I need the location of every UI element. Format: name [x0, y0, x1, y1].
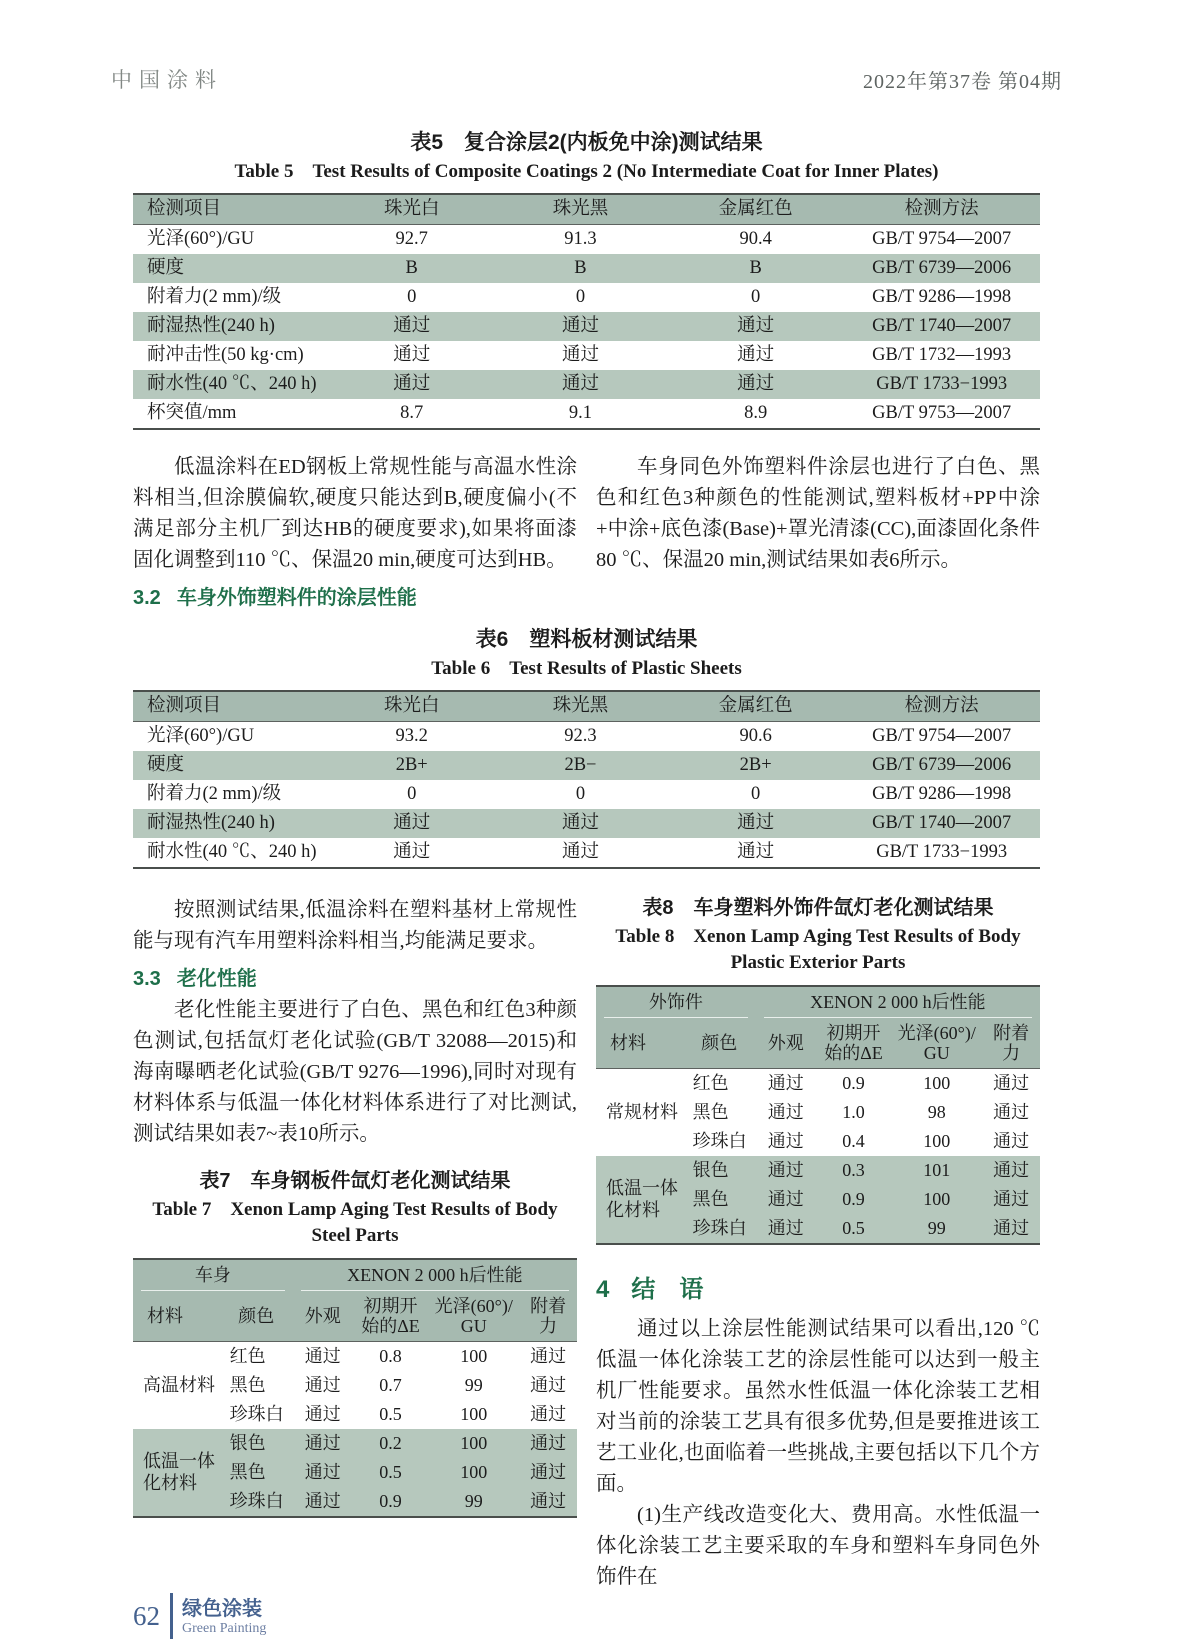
table-cell: 通过 — [304, 1404, 341, 1425]
footer-divider-bar — [170, 1593, 173, 1639]
table-cell: 100 — [460, 1346, 488, 1367]
table-row — [596, 1156, 1040, 1185]
table-cell: 0.7 — [379, 1375, 402, 1396]
column-header: 外观 — [756, 1018, 816, 1069]
column-header: 外观 — [293, 1291, 353, 1342]
table-cell: 通过 — [393, 373, 431, 394]
table-cell: 耐水性(40 ℃、240 h) — [147, 841, 317, 862]
table-cell: 通过 — [993, 1073, 1030, 1094]
table-cell: B — [405, 257, 418, 278]
column-header: 金属红色 — [668, 194, 843, 225]
table-cell: 99 — [891, 1214, 982, 1244]
material-cell: 高温材料 — [143, 1374, 215, 1395]
table-cell: 红色 — [229, 1346, 266, 1367]
two-column-block-a — [133, 452, 1040, 614]
table-cell: 通过 — [737, 373, 775, 394]
footer-column-title — [182, 1597, 266, 1636]
journal-title: 中国涂料 — [111, 69, 223, 92]
table8-titles — [596, 895, 1040, 975]
table5 — [133, 193, 1040, 430]
table-cell: 珍珠白 — [683, 1214, 756, 1244]
table-cell: 通过 — [982, 1185, 1040, 1214]
table-cell: 0 — [575, 783, 586, 804]
table-cell: 0 — [751, 783, 761, 804]
table-cell: 珍珠白 — [229, 1404, 284, 1425]
paragraph: (1)生产线改造变化大、费用高。水性低温一体化涂装工艺主要采取的车身和塑料车身同色外饰件在 — [596, 1504, 1040, 1589]
column-header: 检测项目 — [133, 691, 331, 722]
column-header: 检测项目 — [133, 194, 331, 225]
table-row — [133, 838, 1040, 868]
table-cell: 通过 — [561, 841, 599, 862]
table-cell: 98 — [927, 1102, 946, 1123]
table8-title-en: Table 8 Xenon Lamp Aging Test Results of Body Plastic Exterior Parts — [615, 925, 1021, 973]
table-cell: 100 — [923, 1131, 951, 1152]
column-header: 初期开始的ΔE — [353, 1291, 428, 1342]
column-header: 珠光白 — [331, 194, 493, 225]
table-cell: 通过 — [756, 1156, 816, 1185]
table-cell: GB/T 6739—2006 — [872, 754, 1012, 775]
table-cell: 通过 — [393, 812, 431, 833]
table-cell: 100 — [923, 1073, 951, 1094]
table-cell: 通过 — [530, 1404, 567, 1425]
page-number: 62 — [133, 1600, 160, 1631]
table-row — [133, 341, 1040, 370]
table-cell: 通过 — [737, 812, 775, 833]
sub-header-row — [596, 1018, 1040, 1069]
left-column-a — [133, 452, 577, 614]
table-cell: B — [749, 257, 762, 278]
table-cell: 101 — [891, 1156, 982, 1185]
table-cell: 91.3 — [564, 228, 597, 249]
column-header: 材料 — [133, 1291, 220, 1342]
table-cell: GB/T 9754—2007 — [872, 725, 1012, 746]
table-row — [133, 312, 1040, 341]
table6-title-en: Table 6 Test Results of Plastic Sheets — [431, 658, 742, 680]
table-cell: 2B+ — [739, 754, 772, 775]
table-cell: 通过 — [530, 1375, 567, 1396]
table-cell: 光泽(60°)/GU — [147, 725, 255, 746]
table-cell: GB/T 1740—2007 — [872, 812, 1012, 833]
section-title: 车身外饰塑料件的涂层性能 — [176, 586, 417, 609]
table-cell: B — [574, 257, 587, 278]
paragraph: 通过以上涂层性能测试结果可以看出,120 ℃低温一体化涂装工艺的涂层性能可以达到一般主机厂性能要求。虽然水性低温一体化涂装工艺相对当前的涂装工艺具有很多优势,但是要推进该工艺工业化,也面临着一些挑战,主要包括以下几个方面。 — [596, 1318, 1040, 1496]
table6-title-cn: 表6 塑料板材测试结果 — [475, 627, 698, 651]
column-header: 检测方法 — [843, 194, 1040, 225]
table-cell: 0.3 — [816, 1156, 891, 1185]
table5-section — [133, 129, 1040, 430]
table7-titles — [133, 1168, 577, 1248]
table-cell: GB/T 9753—2007 — [872, 402, 1012, 423]
table-cell: 附着力(2 mm)/级 — [147, 286, 282, 307]
table-cell: 0 — [407, 783, 417, 804]
table6-section — [133, 626, 1040, 869]
table-cell: 2B+ — [395, 754, 428, 775]
table-cell: 通过 — [393, 315, 431, 336]
table-cell: 通过 — [561, 373, 599, 394]
table-cell: 0.8 — [379, 1346, 402, 1367]
table-row — [133, 780, 1040, 809]
column-header: 金属红色 — [668, 691, 843, 722]
material-cell: 低温一体化材料 — [596, 1156, 683, 1244]
table-cell: 通过 — [737, 841, 775, 862]
table-cell: 90.4 — [739, 228, 772, 249]
table-cell: 通过 — [393, 344, 431, 365]
table-cell: 银色 — [683, 1156, 756, 1185]
table-cell: 通过 — [519, 1487, 577, 1517]
table-cell: 通过 — [982, 1156, 1040, 1185]
table-cell: 0.9 — [816, 1185, 891, 1214]
group-header: XENON 2 000 h后性能 — [293, 1259, 577, 1291]
table-cell: 附着力(2 mm)/级 — [147, 783, 282, 804]
table-cell: 黑色 — [683, 1185, 756, 1214]
table-cell: 耐湿热性(240 h) — [147, 315, 275, 336]
table-row — [133, 809, 1040, 838]
table-cell: 光泽(60°)/GU — [147, 228, 255, 249]
sub-header-row — [133, 1291, 577, 1342]
right-column-b — [596, 895, 1040, 1593]
table-cell: 92.7 — [395, 228, 428, 249]
column-header: 光泽(60°)/ GU — [891, 1018, 982, 1069]
table-cell: 耐湿热性(240 h) — [147, 812, 275, 833]
table-cell: 珍珠白 — [692, 1131, 747, 1152]
table-cell: GB/T 1740—2007 — [872, 315, 1012, 336]
column-header: 材料 — [596, 1018, 683, 1069]
table-cell: GB/T 1732—1993 — [872, 344, 1012, 365]
table-cell: 通过 — [530, 1346, 567, 1367]
table7 — [133, 1258, 577, 1518]
table-row — [133, 254, 1040, 283]
column-header: 颜色 — [220, 1291, 293, 1342]
table-cell: 8.7 — [400, 402, 424, 423]
table-cell: 通过 — [737, 315, 775, 336]
table8-title-cn: 表8 车身塑料外饰件氙灯老化测试结果 — [642, 896, 994, 919]
right-column-a — [596, 452, 1040, 614]
table-cell: 杯突值/mm — [147, 402, 237, 423]
group-header-row — [133, 1259, 577, 1291]
table-cell: GB/T 9286—1998 — [872, 783, 1012, 804]
group-header: XENON 2 000 h后性能 — [756, 986, 1040, 1018]
material-cell: 常规材料 — [606, 1101, 678, 1122]
table-cell: 0 — [751, 286, 761, 307]
table-cell: 99 — [428, 1487, 519, 1517]
table-cell: 0.9 — [353, 1487, 428, 1517]
table-cell: 硬度 — [147, 257, 185, 278]
table-cell: 通过 — [982, 1214, 1040, 1244]
table-cell: 0.5 — [353, 1458, 428, 1487]
table-cell: 银色 — [220, 1429, 293, 1458]
table-cell: 通过 — [304, 1375, 341, 1396]
group-header: 车身 — [133, 1259, 293, 1291]
table-cell: 通过 — [393, 841, 431, 862]
table-cell: 0 — [575, 286, 586, 307]
table-cell: 珍珠白 — [220, 1487, 293, 1517]
page-header — [111, 64, 1062, 94]
table-cell: 通过 — [561, 344, 599, 365]
table-cell: 通过 — [561, 812, 599, 833]
table-row — [133, 224, 1040, 254]
section-number: 3.3 — [133, 967, 161, 990]
column-header: 检测方法 — [843, 691, 1040, 722]
table-cell: GB/T 1733−1993 — [876, 373, 1008, 394]
table-row — [133, 283, 1040, 312]
table-cell: 2B− — [564, 754, 597, 775]
table-cell: 100 — [460, 1404, 488, 1425]
table-cell: 通过 — [293, 1458, 353, 1487]
table-cell: 通过 — [767, 1131, 804, 1152]
table-cell: 92.3 — [564, 725, 597, 746]
table-row — [596, 1069, 1040, 1099]
section-number: 4 — [596, 1276, 610, 1304]
table8 — [596, 985, 1040, 1245]
section-title: 老化性能 — [176, 967, 257, 990]
group-header-row — [596, 986, 1040, 1018]
column-header: 附着力 — [982, 1018, 1040, 1069]
table-row — [133, 399, 1040, 429]
table-row — [133, 721, 1040, 751]
table-cell: 93.2 — [395, 725, 428, 746]
table-cell: 99 — [464, 1375, 483, 1396]
table-cell: 耐水性(40 ℃、240 h) — [147, 373, 317, 394]
table-cell: 通过 — [993, 1131, 1030, 1152]
table-cell: 硬度 — [147, 754, 185, 775]
section-title: 结 语 — [631, 1276, 704, 1304]
paragraph: 车身同色外饰塑料件涂层也进行了白色、黑色和红色3种颜色的性能测试,塑料板材+PP中涂+中涂+底色漆(Base)+罩光清漆(CC),面漆固化条件80 ℃、保温20 min,测试结果如表6所示。 — [596, 455, 1040, 571]
section-heading-3-3 — [133, 962, 577, 991]
column-header: 附着力 — [519, 1291, 577, 1342]
table-cell: 黑色 — [692, 1102, 729, 1123]
table-cell: 通过 — [767, 1073, 804, 1094]
table-row — [133, 1429, 577, 1458]
table-cell: 1.0 — [842, 1102, 865, 1123]
section-heading-4 — [596, 1269, 1040, 1304]
table-header-row — [133, 691, 1040, 722]
material-cell: 低温一体化材料 — [133, 1429, 220, 1517]
table-row — [133, 1342, 577, 1372]
table-cell: 通过 — [756, 1214, 816, 1244]
table-cell: 通过 — [304, 1346, 341, 1367]
table-cell: 通过 — [993, 1102, 1030, 1123]
table-cell: 耐冲击性(50 kg·cm) — [147, 344, 304, 365]
table-cell: 0.9 — [842, 1073, 865, 1094]
column-header: 光泽(60°)/ GU — [428, 1291, 519, 1342]
table-cell: 红色 — [692, 1073, 729, 1094]
table-cell: 通过 — [293, 1429, 353, 1458]
table-cell: 100 — [428, 1458, 519, 1487]
paragraph: 按照测试结果,低温涂料在塑料基材上常规性能与现有汽车用塑料涂料相当,均能满足要求。 — [133, 898, 577, 952]
table-cell: GB/T 9754—2007 — [872, 228, 1012, 249]
paragraph: 老化性能主要进行了白色、黑色和红色3种颜色测试,包括氙灯老化试验(GB/T 32088—2015)和海南曝晒老化试验(GB/T 9276—1996),同时对现有材料体系与低温一体化材料体系进行了对比测试,测试结果如表7~表10所示。 — [133, 998, 577, 1145]
issue-info: 2022年第37卷 第04期 — [863, 71, 1062, 93]
column-header: 珠光黑 — [493, 194, 668, 225]
table-cell: 黑色 — [220, 1458, 293, 1487]
table-cell: 通过 — [519, 1458, 577, 1487]
section-number: 3.2 — [133, 586, 161, 609]
table-cell: 0.4 — [842, 1131, 865, 1152]
paragraph: 低温涂料在ED钢板上常规性能与高温水性涂料相当,但涂膜偏软,硬度只能达到B,硬度偏小(不满足部分主机厂到达HB的硬度要求),如果将面漆固化调整到110 ℃、保温20 min,硬度可达到HB。 — [133, 455, 577, 571]
footer-title-en: Green Painting — [182, 1620, 267, 1636]
table-cell: 0 — [407, 286, 417, 307]
table-header-row — [133, 194, 1040, 225]
table-cell: 0.2 — [353, 1429, 428, 1458]
column-header: 珠光白 — [331, 691, 493, 722]
table-cell: 100 — [428, 1429, 519, 1458]
table-cell: 90.6 — [739, 725, 772, 746]
column-header: 颜色 — [683, 1018, 756, 1069]
table-cell: 通过 — [293, 1487, 353, 1517]
table-cell: 通过 — [737, 344, 775, 365]
table-cell: 通过 — [519, 1429, 577, 1458]
column-header: 初期开始的ΔE — [816, 1018, 891, 1069]
two-column-block-b — [133, 895, 1040, 1593]
table-row — [133, 370, 1040, 399]
table-cell: GB/T 6739—2006 — [872, 257, 1012, 278]
table-cell: 通过 — [756, 1185, 816, 1214]
table5-title-cn: 表5 复合涂层2(内板免中涂)测试结果 — [410, 131, 763, 154]
table-cell: 0.5 — [379, 1404, 402, 1425]
table-cell: GB/T 9286—1998 — [872, 286, 1012, 307]
section-heading-3-2 — [133, 581, 577, 610]
table-cell: 黑色 — [229, 1375, 266, 1396]
left-column-b — [133, 895, 577, 1593]
table-cell: 100 — [891, 1185, 982, 1214]
table-cell: 0.5 — [816, 1214, 891, 1244]
group-header: 外饰件 — [596, 986, 756, 1018]
table7-title-cn: 表7 车身钢板件氙灯老化测试结果 — [199, 1169, 511, 1192]
table-cell: 通过 — [561, 315, 599, 336]
table-cell: 8.9 — [744, 402, 768, 423]
column-header: 珠光黑 — [493, 691, 668, 722]
table7-title-en: Table 7 Xenon Lamp Aging Test Results of Body Steel Parts — [152, 1198, 558, 1246]
footer-title-cn: 绿色涂装 — [182, 1597, 262, 1620]
page-footer — [133, 1593, 1040, 1639]
table-row — [133, 751, 1040, 780]
table-cell: 通过 — [767, 1102, 804, 1123]
table-cell: 9.1 — [568, 402, 593, 423]
table6 — [133, 690, 1040, 869]
table5-title-en: Table 5 Test Results of Composite Coatings 2 (No Intermediate Coat for Inner Plates) — [234, 161, 939, 183]
table-cell: GB/T 1733−1993 — [876, 841, 1008, 862]
